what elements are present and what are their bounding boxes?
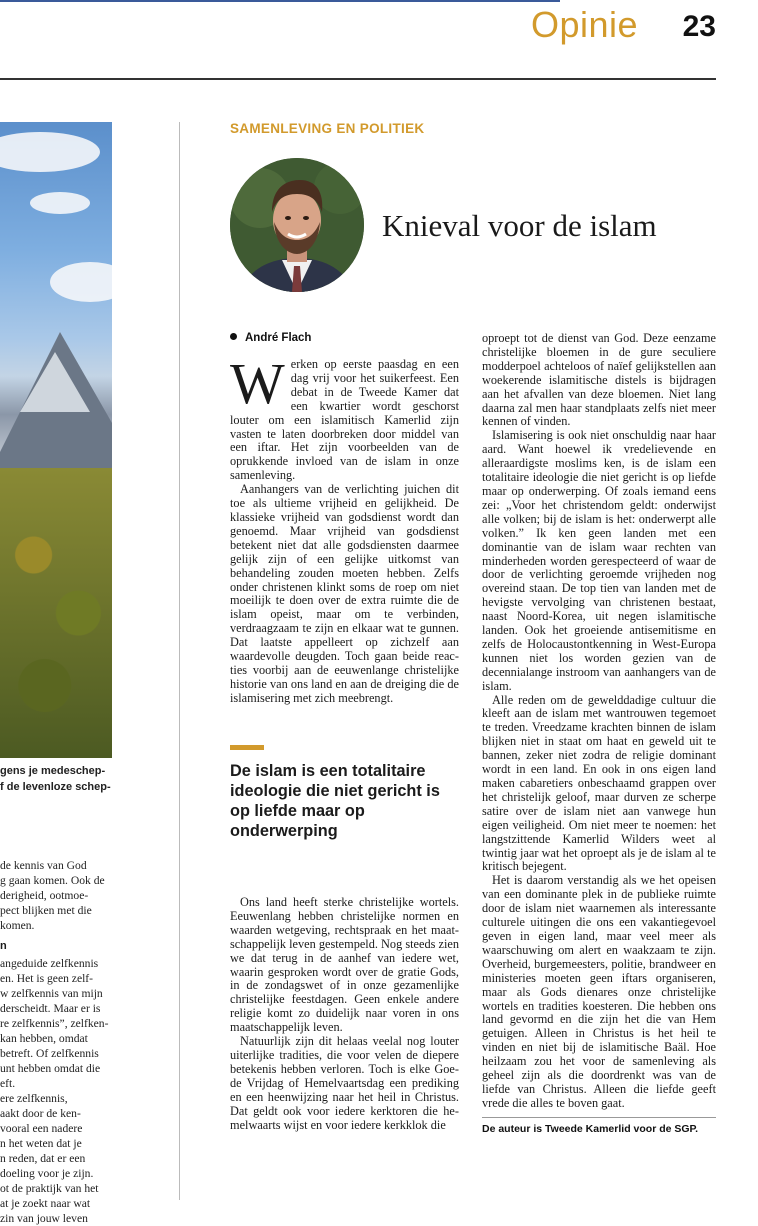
author-portrait xyxy=(230,158,364,292)
article-column-2 xyxy=(482,332,716,1111)
body-paragraph: Ons land heeft sterke christelijke wortels. Eeuwenlang hebben christelijke normen en waarden wetgeving, rechtspraak en het maatschappelijk leven gestempeld. Nog steeds zien we dat terug in de aanhef van iedere wet, waarin gesproken wordt over de gratie Gods, in de zondagswet of in onze gezamenlijke christelijke feestdagen. Geen enkele andere religie komt zo duidelijk naar voren in ons maatschappelijk leven. xyxy=(230,895,459,1035)
header-rule xyxy=(0,78,716,80)
page-number: 23 xyxy=(682,10,716,43)
photo-caption: gens je medeschep- f de levenloze schep- xyxy=(0,765,111,793)
landscape-photo xyxy=(0,122,112,758)
intro-paragraph: Werken op eerste paasdag en een dag vrij voor het suikerfeest. Een debat in de Tweede Kamer dat een kwartier wordt geschorst louter om een islamitisch Kamerlid zijn vasten te laten doorbreken door middel van een iftar. Het zijn voorbeelden van de oprukkende invloed van de islam in onze samenleving. xyxy=(230,351,459,483)
left-subheading: n xyxy=(0,940,7,952)
body-paragraph: Islamisering is ook niet onschuldig naar haar aard. Want hoewel ik vredelievende en alleraardigste moslims ken, is de islam een totalitaire ideologie die niet gericht is op liefde maar op onderwerping. Of zoals iemand eens zei: „Voor het christendom geldt: onderwijst alle volken; bij de islam is het: onderwerpt alle volken.” Ik ken geen landen met een dominantie van de islam waar rechten van minderheden worden gerespecteerd of waar de door de verlichting geroemde vrijheden nog overeind staan. De top tien van landen met de hevigste vervolging van christenen bestaat, naast Noord-Korea, uit negen islamitische landen. Ook het groeiende antisemitisme en zelfs de Holocaustontkenning in West-Europa kunnen niet los worden gezien van de decennialange instroom van aanhangers van de islam. xyxy=(482,428,716,693)
left-paragraph-a: de kennis van God g gaan komen. Ook de derigheid, ootmoe- pect blijken met die komen. xyxy=(0,859,105,932)
article-column-1-bottom xyxy=(230,896,459,1132)
pullquote-accent xyxy=(230,745,264,750)
left-paragraph-b: angeduide zelfkennis en. Het is geen zelf- w zelfkennis van mijn derscheidt. Maar er is re zelfkennis”, zelfken- kan hebben, omdat betreft. Of zelfkennis unt hebben omdat die eft. ere zelfkennis, aakt door de ken- vooral een nadere n het weten dat je n reden, dat er een doeling voor je zijn. ot de praktijk van het at je zoekt naar wat zin van jouw leven xyxy=(0,957,109,1225)
section-title: Opinie xyxy=(530,4,638,45)
article-headline: Knieval voor de islam xyxy=(382,208,657,243)
body-paragraph: Het is daarom verstandig als we het opeisen van een dominante plek in de publieke ruimte door de islam niet waarnemen als interessante culturele uitingen die ons een vakantiegevoel geven in eigen land, maar veel meer als waarschuwing om alert en waakzaam te zijn. Overheid, burgemeesters, politie, brandweer en ministeries moeten geen iftars organiseren, maar als Gods dienares onze christelijke wortels en tradities koesteren. Die hebben ons land gevormd en die zijn het die van Hem getuigen. Alleen in Christus is het heil te vinden en niet bij de islamitische Baäl. Hoe heilzaam zou het voor de samenleving als geheel zijn als die doordrenkt was van de liefde van Christus. Alleen die liefde geeft vrede die alles te boven gaat. xyxy=(482,873,716,1110)
article-kicker: SAMENLEVING EN POLITIEK xyxy=(230,121,425,136)
body-paragraph: Alle reden om de gewelddadige cultuur die kleeft aan de islam met wantrouwen tegemoet te treden. Vreedzame krachten binnen de islam blijken niet in staat om haat en geweld uit te bannen, zeker niet zodra de religie dominant wordt in een land. En ook in ons eigen land maken cabaretiers onbeschaamd grappen over het christelijk geloof, maar durven ze scherpe satire over de islam niet aan vanwege hun eigen veiligheid. Om niet meer te noemen: het langstzittende Kamerlid Wilders weet al twintig jaar wat het oproept als je de islam al te kritisch bejegent. xyxy=(482,692,716,874)
pullquote: De islam is een totalitaire ideologie die niet gericht is op liefde maar op onderwerping xyxy=(230,762,440,840)
author-byline: André Flach xyxy=(230,332,311,344)
footnote-rule xyxy=(482,1117,716,1118)
bullet-icon xyxy=(230,333,237,340)
body-paragraph: Aanhangers van de verlichting juichen dit toe als ultieme vrijheid en gelijkheid. De klassieke vrijheid van godsdienst wordt dan genoemd. Maar vrijheid van godsdienst betekent niet dat alle godsdiensten daarmee gelijk zijn of een gelijke uitkomst van behandeling zouden moeten hebben. Zelfs onder christenen klinkt soms de roep om niet moeilijk te doen over de extra ruimte die de islam opeist, maar om te verbinden, verdraagzaam te zijn en elkaar wat te gunnen. Dat laatste appelleert op zichzelf aan waardevolle deugden. Toch gaan beide reacties voorbij aan de eeuwenlange christelijke historie van ons land en aan de dreiging die de islamisering met zich meebrengt. xyxy=(230,482,459,705)
article-column-1 xyxy=(230,351,459,706)
body-paragraph: oproept tot de dienst van God. Deze eenzame christelijke bloemen in de gure seculiere modderpoel achteloos of naïef gelijkstellen aan woekerende islamitische distels is bijdragen aan het afvallen van deze bloemen. Niet lang daarna zal men haar standplaats zelfs niet meer kennen of vinden. xyxy=(482,331,716,429)
column-divider xyxy=(179,122,180,1200)
author-footnote: De auteur is Tweede Kamerlid voor de SGP. xyxy=(482,1123,699,1135)
body-paragraph: Natuurlijk zijn dit helaas veelal nog louter uiterlijke tradities, die voor velen de diepere betekenis hebben verloren. Toch is elke Goede Vrijdag of Hemelvaartsdag een prediking en een heenwijzing naar het heil in Christus. Dat geldt ook voor iedere kerktoren die hemelwaarts wijst en voor iedere kerkklok die xyxy=(230,1034,459,1132)
top-accent-line xyxy=(0,0,560,2)
dropcap: W xyxy=(230,351,285,416)
